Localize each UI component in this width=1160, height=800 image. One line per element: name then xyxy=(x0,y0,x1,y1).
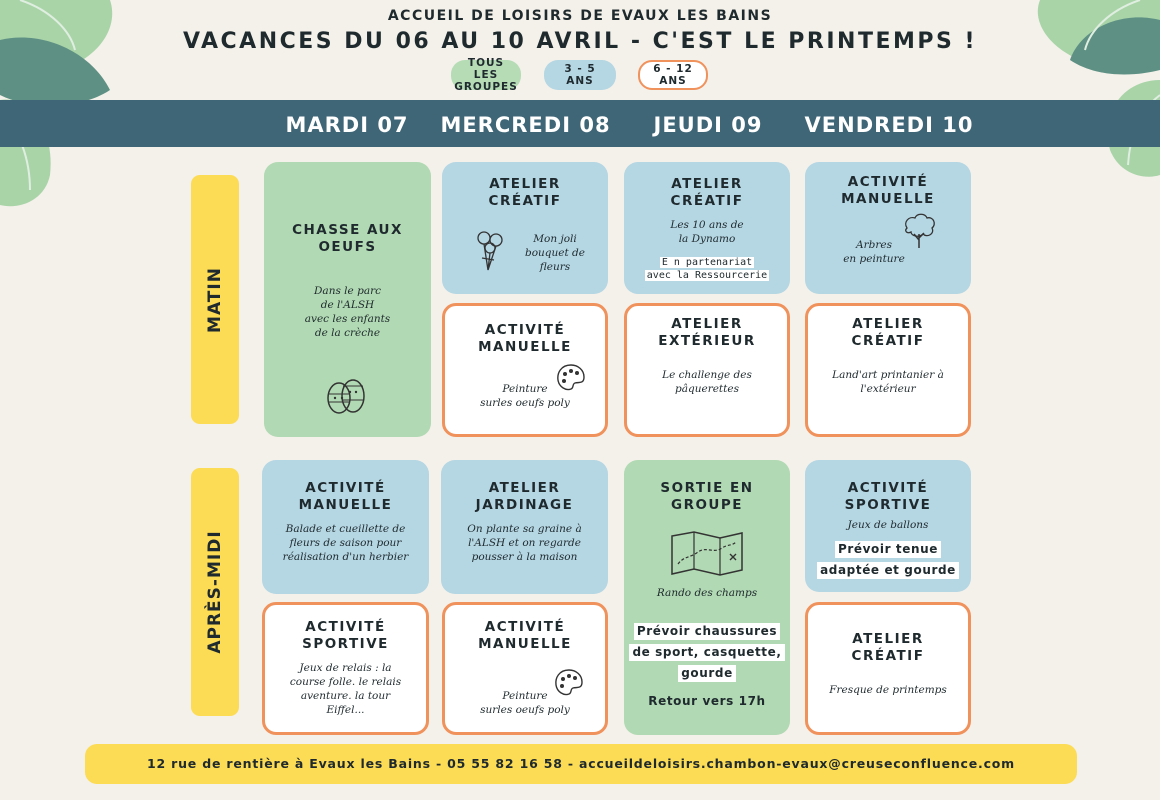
page-title: VACANCES DU 06 AU 10 AVRIL - C'EST LE PRINTEMPS ! xyxy=(182,29,978,54)
tree-icon xyxy=(901,212,937,250)
activity-desc-line1: Land'art printanier à xyxy=(832,369,944,381)
activity-desc-line1: Arbres xyxy=(856,239,892,251)
legend-35-line1: 3 - 5 xyxy=(564,63,596,75)
activity-card-wednesday-morning-6-12 xyxy=(442,303,608,437)
activity-card-thursday-morning-6-12 xyxy=(624,303,790,437)
activity-title-line1: ATELIER xyxy=(671,176,743,192)
activity-card-wednesday-morning-3-5 xyxy=(442,162,608,294)
activity-title-line2: CRÉATIF xyxy=(851,333,925,349)
activity-highlight-line2: de sport, casquette, xyxy=(629,644,784,661)
activity-title-line1: CHASSE AUX xyxy=(292,222,403,238)
activity-desc-line1: Mon joli xyxy=(533,233,577,245)
legend-all-line2: GROUPES xyxy=(454,81,518,93)
period-afternoon xyxy=(191,468,239,716)
day-wednesday: MERCREDI 08 xyxy=(440,113,611,137)
period-morning-label: MATIN xyxy=(205,266,225,333)
activity-title-line2: MANUELLE xyxy=(298,497,393,513)
activity-card-friday-afternoon-6-12 xyxy=(805,602,971,735)
activity-title-line2: CRÉATIF xyxy=(851,648,925,664)
activity-title-line2: SPORTIVE xyxy=(844,497,932,513)
activity-card-tuesday-afternoon-3-5 xyxy=(262,460,429,594)
activity-title-line2: MANUELLE xyxy=(478,636,572,652)
activity-title-line2: CRÉATIF xyxy=(670,193,744,209)
activity-highlight-line2: adaptée et gourde xyxy=(817,562,959,579)
activity-card-thursday-morning-3-5 xyxy=(624,162,790,294)
legend-6-12 xyxy=(638,60,708,90)
activity-title-line1: ACTIVITÉ xyxy=(847,174,929,190)
activity-desc-line3: aventure. la tour xyxy=(300,690,391,702)
activity-desc-line1: Les 10 ans de xyxy=(670,219,744,231)
activity-title-line1: SORTIE EN xyxy=(660,480,754,496)
activity-title-line2: JARDINAGE xyxy=(475,497,574,513)
period-afternoon-label: APRÈS-MIDI xyxy=(205,530,225,654)
activity-desc-line1: Dans le parc xyxy=(314,285,381,297)
activity-desc-line3: pousser à la maison xyxy=(471,551,578,563)
activity-desc-line2: fleurs de saison pour xyxy=(289,537,402,549)
activity-title-line2: CRÉATIF xyxy=(488,193,562,209)
activity-card-wednesday-afternoon-6-12 xyxy=(442,602,608,735)
legend-35-line2: ANS xyxy=(566,75,594,87)
legend-612-line2: ANS xyxy=(659,75,687,87)
easter-egg-icon xyxy=(322,370,370,418)
activity-title-line1: ACTIVITÉ xyxy=(484,619,566,635)
activity-desc-line4: de la crèche xyxy=(314,327,381,339)
legend-all-line1: TOUS LES xyxy=(467,57,505,81)
activity-desc-line2: l'ALSH et on regarde xyxy=(468,537,581,549)
activity-card-wednesday-afternoon-3-5 xyxy=(441,460,608,594)
leaf-decoration-top-right-icon xyxy=(960,0,1160,180)
activity-desc-line1: On plante sa graine à xyxy=(467,523,582,535)
period-morning xyxy=(191,175,239,424)
activity-desc-line2: course folle. le relais xyxy=(289,676,402,688)
activity-card-friday-afternoon-3-5 xyxy=(805,460,971,592)
activity-highlight-line1: Prévoir tenue xyxy=(835,541,941,558)
legend-3-5 xyxy=(544,60,616,90)
day-friday: VENDREDI 10 xyxy=(804,113,974,137)
map-icon xyxy=(670,530,744,576)
activity-desc-line2: surles oeufs poly xyxy=(480,704,570,716)
activity-note-line1: E n partenariat xyxy=(661,257,753,268)
activity-desc-line2: de l'ALSH xyxy=(320,299,375,311)
contact-footer: 12 rue de rentière à Evaux les Bains - 05 55 82 16 58 - accueildeloisirs.chambon-evaux@creuseconfluence.com xyxy=(85,744,1077,784)
activity-title-line2: EXTÉRIEUR xyxy=(658,333,756,349)
activity-desc-line1: Peinture xyxy=(502,690,548,702)
activity-highlight-line3: gourde xyxy=(678,665,736,682)
activity-card-friday-morning-3-5 xyxy=(805,162,971,294)
activity-desc-line2: pâquerettes xyxy=(675,383,739,395)
activity-title-line1: ACTIVITÉ xyxy=(484,322,566,338)
activity-desc-line2: en peinture xyxy=(843,253,905,265)
activity-desc-line3: fleurs xyxy=(539,261,571,273)
activity-desc-line2: surles oeufs poly xyxy=(480,397,570,409)
activity-title-line2: MANUELLE xyxy=(841,191,935,207)
activity-title-line1: ACTIVITÉ xyxy=(305,619,386,635)
activity-title-line2: GROUPE xyxy=(670,497,744,513)
activity-note-line2: avec la Ressourcerie xyxy=(646,270,768,281)
activity-title-line2: OEUFS xyxy=(318,239,377,255)
activity-title-line1: ATELIER xyxy=(488,480,561,496)
activity-desc-line1: Jeux de relais : la xyxy=(299,662,392,674)
legend-612-line1: 6 - 12 xyxy=(653,63,693,75)
activity-desc-line2: bouquet de xyxy=(525,247,585,259)
centre-name: ACCUEIL DE LOISIRS DE EVAUX LES BAINS xyxy=(387,8,773,24)
activity-card-thursday-afternoon xyxy=(624,460,790,735)
flower-bouquet-icon xyxy=(472,228,508,272)
activity-return-time: Retour vers 17h xyxy=(648,694,766,708)
activity-desc-line1: Le challenge des xyxy=(662,369,752,381)
activity-title-line2: SPORTIVE xyxy=(302,636,389,652)
activity-card-tuesday-afternoon-6-12 xyxy=(262,602,429,735)
activity-title-line1: ATELIER xyxy=(489,176,561,192)
activity-desc-line2: l'extérieur xyxy=(860,383,916,395)
activity-title-line1: ATELIER xyxy=(852,316,924,332)
day-tuesday: MARDI 07 xyxy=(285,113,409,137)
activity-desc-line1: Balade et cueillette de xyxy=(285,523,406,535)
activity-desc-line4: Eiffel... xyxy=(326,704,365,716)
activity-desc-line1: Jeux de ballons xyxy=(847,519,929,531)
activity-desc-line1: Peinture xyxy=(502,383,548,395)
legend-all-groups xyxy=(451,57,521,93)
activity-desc-line1: Rando des champs xyxy=(656,587,758,599)
activity-title-line1: ATELIER xyxy=(671,316,743,332)
activity-desc-line2: la Dynamo xyxy=(678,233,736,245)
activity-card-tuesday-morning xyxy=(264,162,431,437)
activity-title-line1: ACTIVITÉ xyxy=(847,480,929,496)
activity-title-line1: ACTIVITÉ xyxy=(305,480,386,496)
activity-highlight-line1: Prévoir chaussures xyxy=(634,623,780,640)
activity-title-line1: ATELIER xyxy=(852,631,924,647)
activity-title-line2: MANUELLE xyxy=(478,339,572,355)
activity-desc-line3: réalisation d'un herbier xyxy=(282,551,409,563)
day-thursday: JEUDI 09 xyxy=(653,113,763,137)
activity-desc-line3: avec les enfants xyxy=(304,313,391,325)
activity-desc-line1: Fresque de printemps xyxy=(829,684,947,696)
activity-card-friday-morning-6-12 xyxy=(805,303,971,437)
